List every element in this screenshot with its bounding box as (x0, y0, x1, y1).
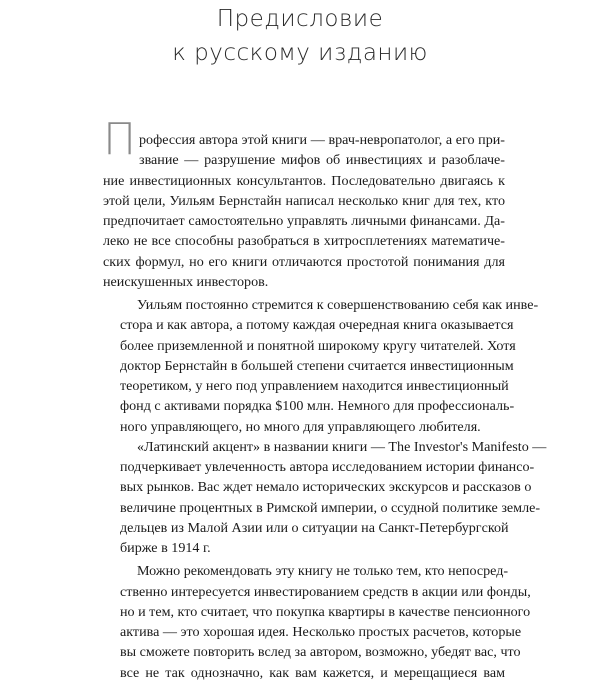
text-line: леко не все способны разобраться в хитросплетениях математиче- (103, 233, 505, 250)
text-line: ного управляющего, но много для управляющего любителя. (120, 418, 481, 435)
paragraph-4 (103, 561, 531, 683)
text-line: величине процентных в Римской империи, о ссудной политике земле- (120, 499, 541, 516)
text-line: звание — разрушение мифов об инвестициях и разоблаче- (139, 152, 505, 169)
page-title-line-1: Предисловие (216, 6, 384, 32)
text-line: Уильям постоянно стремится к совершенствованию себя как инве- (137, 297, 539, 313)
text-line: предпочитает самостоятельно управлять личными финансами. Да- (103, 213, 505, 229)
drop-cap-letter: П (103, 114, 137, 165)
text-line: ственно интересуется инвестированием средств в акции или фонды, (120, 583, 531, 600)
paragraph-3 (103, 437, 547, 559)
page-title-line-2: к русскому изданию (172, 40, 428, 66)
text-line: этой цели, Уильям Бернстайн написал несколько книг для тех, кто (103, 192, 505, 209)
text-line: вы сможете повторить вслед за автором, возможно, убедят вас, что (120, 644, 521, 661)
text-line: более приземленной и понятной широкому кругу читателей. Хотя (120, 337, 516, 354)
text-line: теоретиком, у него под управлением находится инвестиционный (120, 378, 509, 394)
text-line: дельцев из Малой Азии или о ситуации на Санкт-Петербургской (120, 519, 509, 536)
text-line: рофессия автора этой книги — врач-невропатолог, а его при- (139, 132, 505, 148)
text-line: фонд с активами порядка $100 млн. Немного для профессиональ- (120, 398, 515, 415)
paragraph-2 (103, 295, 539, 437)
text-line: Можно рекомендовать эту книгу не только тем, кто непосред- (137, 563, 509, 580)
text-line: доктор Бернстайн в большей степени считается инвестиционным (120, 357, 514, 374)
text-line: все не так однозначно, как вам кажется, и мерещащиеся вам (120, 664, 505, 681)
paragraph-1 (103, 130, 505, 292)
text-line: но и тем, кто считает, что покупка квартиры в качестве пенсионного (120, 603, 531, 620)
text-line: ние инвестиционных консультантов. Последовательно двигаясь к (103, 172, 505, 189)
text-line: бирже в 1914 г. (120, 540, 211, 556)
text-line: «Латинский акцент» в названии книги — The Investor's Manifesto — (137, 438, 547, 455)
text-line: ских формул, но его книги отличаются простотой понимания для (103, 253, 505, 270)
text-line: подчеркивает увлеченность автора исследованием истории финансо- (120, 459, 535, 475)
text-line: неискушенных инвесторов. (103, 273, 269, 290)
text-line: стора и как автора, а потому каждая очередная книга оказывается (120, 317, 514, 334)
text-line: актива — это хорошая идея. Несколько простых расчетов, которые (120, 624, 522, 640)
text-line: вых рынков. Вас ждет немало исторических экскурсов и рассказов о (120, 479, 532, 496)
